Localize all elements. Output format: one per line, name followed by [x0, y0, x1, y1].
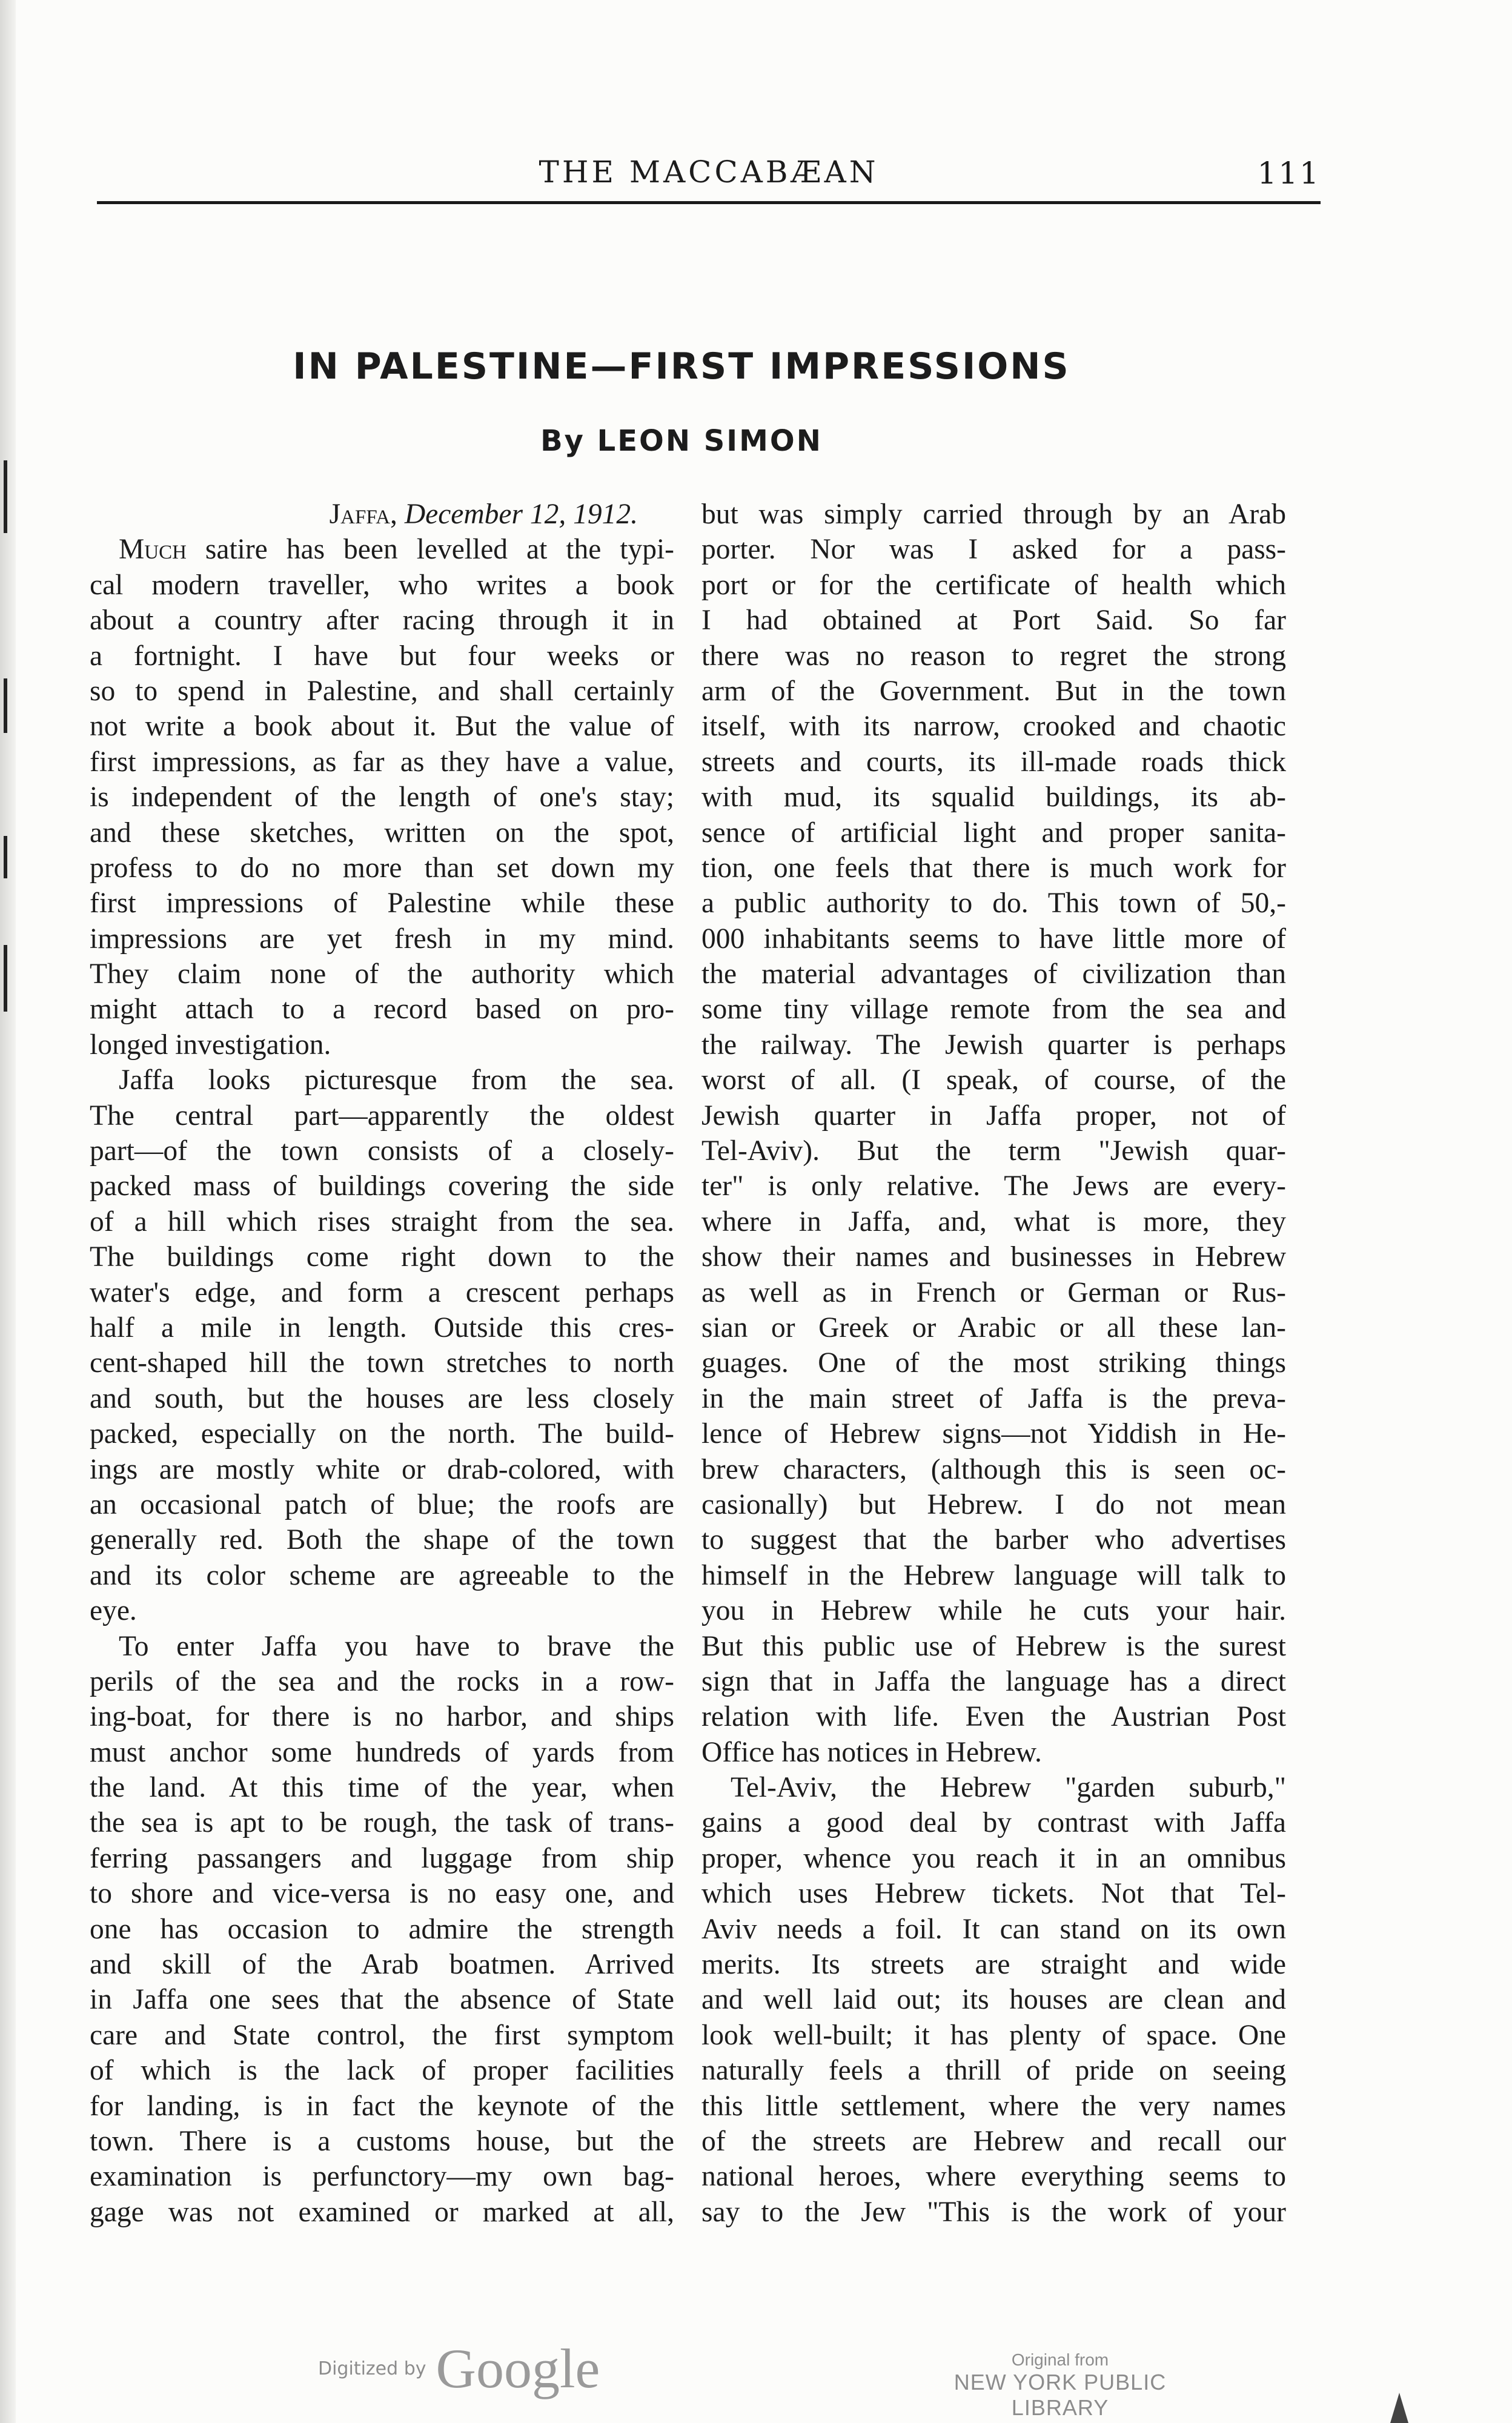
paragraph-line: national heroes, where everything seems to: [701, 2161, 1286, 2193]
paragraph-line: is independent of the length of one's stay;: [90, 781, 674, 814]
paragraph-line: town. There is a customs house, but the: [90, 2125, 674, 2157]
paragraph-line: for landing, is in fact the keynote of the: [90, 2090, 674, 2122]
paragraph-line: gains a good deal by contrast with Jaffa: [701, 1807, 1286, 1839]
paragraph-line: arm of the Government. But in the town: [701, 675, 1286, 707]
byline-prefix: By: [540, 424, 585, 458]
paragraph-line: as well as in French or German or Rus-: [701, 1276, 1286, 1308]
scan-corner-artifact: [1390, 2393, 1408, 2423]
journal-title: THE MACCABÆAN: [539, 154, 879, 190]
paragraph-line: and these sketches, written on the spot,: [90, 817, 674, 849]
paragraph-line: not write a book about it. But the value of: [90, 711, 674, 743]
paragraph-line: ing-boat, for there is no harbor, and ships: [90, 1701, 674, 1733]
paragraph-line: 000 inhabitants seems to have little more of: [701, 923, 1286, 955]
paragraph-line: but was simply carried through by an Arab: [701, 499, 1286, 530]
paragraph-line: lence of Hebrew signs—not Yiddish in He-: [701, 1418, 1286, 1450]
paragraph-line: casionally) but Hebrew. I do not mean: [701, 1488, 1286, 1520]
paragraph-line: say to the Jew "This is the work of your: [701, 2196, 1286, 2228]
paragraph-line: might attach to a record based on pro-: [90, 993, 674, 1026]
paragraph-line: Office has notices in Hebrew.: [701, 1736, 1042, 1768]
library-name: NEW YORK PUBLIC LIBRARY: [953, 2370, 1167, 2420]
paragraph-line: show their names and businesses in Hebrew: [701, 1241, 1286, 1273]
paragraph-line: Tel-Aviv). But the term "Jewish quar-: [701, 1135, 1286, 1167]
paragraph-line: you in Hebrew while he cuts your hair.: [701, 1595, 1286, 1627]
paragraph-line: first impressions, as far as they have a value,: [90, 746, 674, 778]
paragraph-line: some tiny village remote from the sea and: [701, 993, 1286, 1026]
dateline: [90, 497, 674, 532]
paragraph-line: Jaffa looks picturesque from the sea.: [119, 1064, 674, 1096]
paragraph-line: the land. At this time of the year, when: [90, 1772, 674, 1804]
paragraph-line: streets and courts, its ill-made roads thick: [701, 746, 1286, 778]
paragraph-line: to shore and vice-versa is no easy one, and: [90, 1878, 674, 1910]
paragraph-line: I had obtained at Port Said. So far: [701, 605, 1286, 637]
running-head: [97, 154, 1321, 197]
paragraph-line: profess to do no more than set down my: [90, 852, 674, 884]
gutter-mark: [4, 460, 7, 533]
paragraph-line: packed, especially on the north. The build-: [90, 1418, 674, 1450]
google-logo: Google: [436, 2338, 600, 2399]
paragraph-line: this little settlement, where the very names: [701, 2090, 1286, 2122]
paragraph-line: look well-built; it has plenty of space. One: [701, 2019, 1286, 2051]
paragraph-line: of which is the lack of proper facilities: [90, 2055, 674, 2087]
digitized-by-label: Digitized by: [318, 2358, 426, 2379]
paragraph-line: To enter Jaffa you have to brave the: [119, 1630, 674, 1662]
paragraph-line: impressions are yet fresh in my mind.: [90, 923, 674, 955]
paragraph-line: port or for the certificate of health which: [701, 569, 1286, 601]
paragraph-line: himself in the Hebrew language will talk to: [701, 1559, 1286, 1591]
paragraph-line: where in Jaffa, and, what is more, they: [701, 1205, 1286, 1238]
paragraph-line: an occasional patch of blue; the roofs are: [90, 1488, 674, 1520]
paragraph-line: with mud, its squalid buildings, its ab-: [701, 781, 1286, 814]
paragraph-line: guages. One of the most striking things: [701, 1347, 1286, 1379]
paragraph-line: there was no reason to regret the strong: [701, 640, 1286, 672]
byline: [97, 424, 1266, 458]
paragraph-line: care and State control, the first symptom: [90, 2019, 674, 2051]
paragraph-line: and south, but the houses are less closely: [90, 1382, 674, 1414]
page-number: 111: [1257, 156, 1321, 191]
paragraph-line: the material advantages of civilization than: [701, 958, 1286, 990]
gutter-mark: [4, 945, 7, 1012]
header-rule: [97, 201, 1321, 204]
paragraph-line: in the main street of Jaffa is the preva-: [701, 1382, 1286, 1414]
paragraph-line: water's edge, and form a crescent perhaps: [90, 1276, 674, 1308]
paragraph-line: the railway. The Jewish quarter is perhaps: [701, 1029, 1286, 1061]
paragraph-line: cent-shaped hill the town stretches to north: [90, 1347, 674, 1379]
paragraph-line: half a mile in length. Outside this cres-: [90, 1311, 674, 1344]
paragraph-line: a public authority to do. This town of 50,-: [701, 887, 1286, 920]
paragraph-line: of the streets are Hebrew and recall our: [701, 2125, 1286, 2157]
paragraph-line: The central part—apparently the oldest: [90, 1099, 674, 1132]
paragraph-line: ferring passangers and luggage from ship: [90, 1842, 674, 1874]
article-title: IN PALESTINE—FIRST IMPRESSIONS: [293, 345, 1070, 388]
paragraph-line: tion, one feels that there is much work for: [701, 852, 1286, 884]
author-name: LEON SIMON: [597, 424, 823, 458]
paragraph-line: sign that in Jaffa the language has a direct: [701, 1665, 1286, 1697]
right-column: [701, 497, 1286, 2230]
paragraph-line: eye.: [90, 1595, 137, 1627]
paragraph-line: Jewish quarter in Jaffa proper, not of: [701, 1099, 1286, 1132]
original-from-label: Original from: [1011, 2350, 1109, 2369]
drop-word: Much: [119, 534, 187, 566]
paragraph-line: must anchor some hundreds of yards from: [90, 1736, 674, 1768]
paragraph-line: of a hill which rises straight from the sea.: [90, 1205, 674, 1238]
gutter-mark: [4, 836, 7, 878]
paragraph-line: the sea is apt to be rough, the task of trans-: [90, 1807, 674, 1839]
paragraph-line: Aviv needs a foil. It can stand on its own: [701, 1913, 1286, 1945]
paragraph-line: and well laid out; its houses are clean and: [701, 1984, 1286, 2016]
paragraph-line: ter" is only relative. The Jews are every-: [701, 1170, 1286, 1202]
paragraph-line: relation with life. Even the Austrian Post: [701, 1701, 1286, 1733]
paragraph-line: in Jaffa one sees that the absence of State: [90, 1984, 674, 2016]
paragraph-line: one has occasion to admire the strength: [90, 1913, 674, 1945]
paragraph-line: proper, whence you reach it in an omnibus: [701, 1842, 1286, 1874]
paragraph-line: which uses Hebrew tickets. Not that Tel-: [701, 1878, 1286, 1910]
paragraph-line: to suggest that the barber who advertises: [701, 1524, 1286, 1556]
paragraph-line: so to spend in Palestine, and shall certainly: [90, 675, 674, 707]
paragraph-line: sian or Greek or Arabic or all these lan-: [701, 1311, 1286, 1344]
paragraph-line: Tel-Aviv, the Hebrew "garden suburb,": [731, 1772, 1286, 1804]
paragraph-line: merits. Its streets are straight and wide: [701, 1949, 1286, 1981]
paragraph-line: about a country after racing through it in: [90, 605, 674, 637]
left-column: [90, 497, 674, 2230]
paragraph-line: sence of artificial light and proper sanita-: [701, 817, 1286, 849]
paragraph-line: worst of all. (I speak, of course, of the: [701, 1064, 1286, 1096]
paragraph-line: and skill of the Arab boatmen. Arrived: [90, 1949, 674, 1981]
paragraph-line: first impressions of Palestine while these: [90, 887, 674, 920]
gutter-mark: [4, 678, 7, 733]
paragraph-line: itself, with its narrow, crooked and chaotic: [701, 711, 1286, 743]
paragraph-line: cal modern traveller, who writes a book: [90, 569, 674, 601]
paragraph-line: gage was not examined or marked at all,: [90, 2196, 674, 2228]
paragraph-line: porter. Nor was I asked for a pass-: [701, 534, 1286, 566]
paragraph-line: part—of the town consists of a closely-: [90, 1135, 674, 1167]
paragraph-line: a fortnight. I have but four weeks or: [90, 640, 674, 672]
dateline-date: December 12, 1912.: [404, 499, 638, 530]
digitized-by-watermark: [318, 2338, 600, 2399]
paragraph-line: examination is perfunctory—my own bag-: [90, 2161, 674, 2193]
library-attribution: [903, 2350, 1218, 2421]
paragraph-line: Much satire has been levelled at the typi-: [119, 534, 674, 566]
paragraph-line: But this public use of Hebrew is the surest: [701, 1630, 1286, 1662]
binding-gutter: [0, 0, 16, 2423]
paragraph-line: perils of the sea and the rocks in a row-: [90, 1665, 674, 1697]
paragraph-line: The buildings come right down to the: [90, 1241, 674, 1273]
paragraph-line: and its color scheme are agreeable to the: [90, 1559, 674, 1591]
paragraph-line: generally red. Both the shape of the town: [90, 1524, 674, 1556]
paragraph-line: They claim none of the authority which: [90, 958, 674, 990]
dateline-place: Jaffa,: [329, 499, 397, 530]
paragraph-line: longed investigation.: [90, 1029, 331, 1061]
paragraph-line: naturally feels a thrill of pride on seeing: [701, 2055, 1286, 2087]
paragraph-line: ings are mostly white or drab-colored, with: [90, 1453, 674, 1485]
paragraph-line: packed mass of buildings covering the side: [90, 1170, 674, 1202]
paragraph-line: brew characters, (although this is seen oc-: [701, 1453, 1286, 1485]
